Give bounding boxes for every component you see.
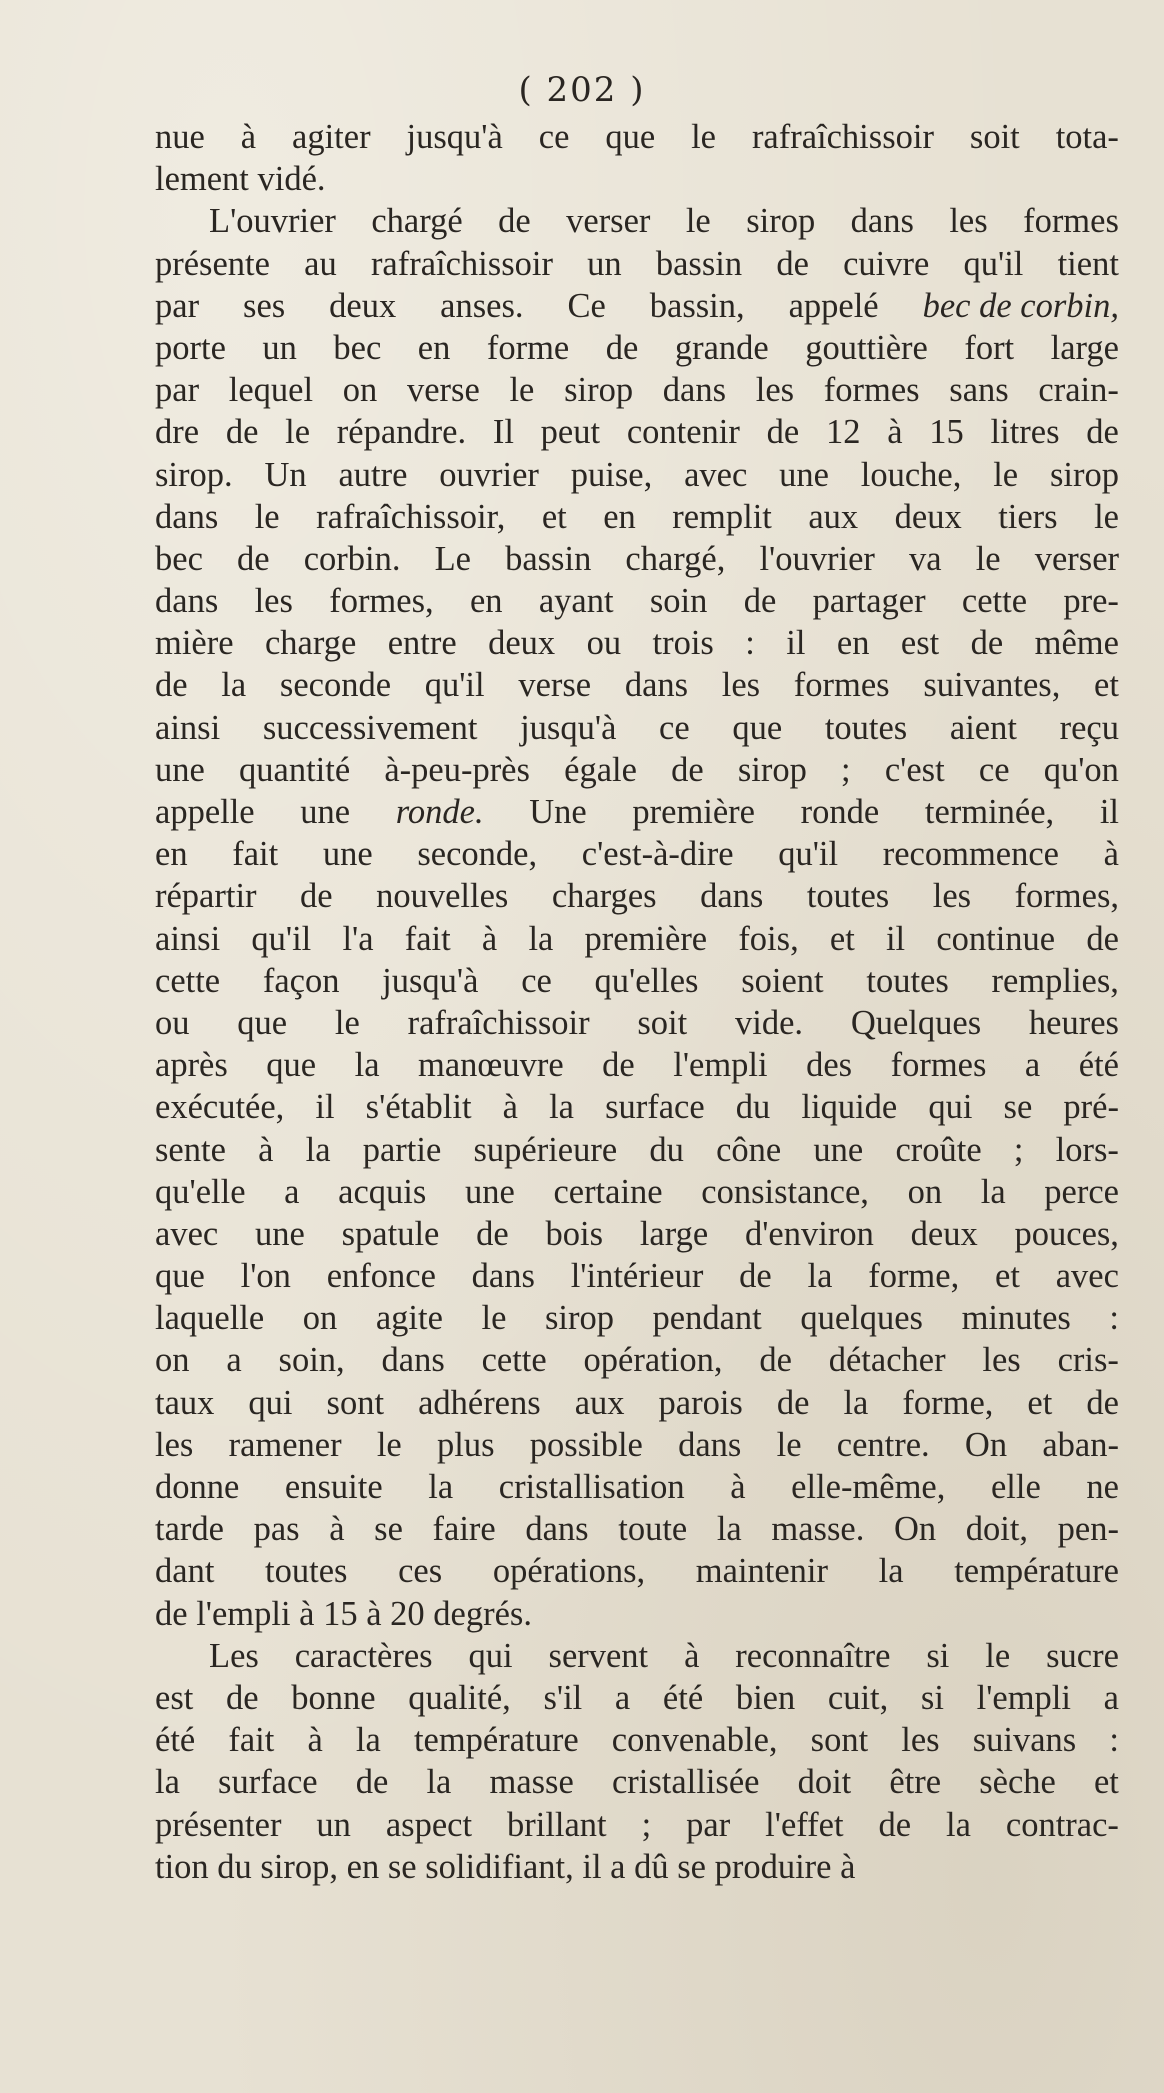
text-line: que l'on enfonce dans l'intérieur de la forme, et avec [155,1257,1119,1296]
text-line: porte un bec en forme de grande gouttière fort large [155,328,1119,367]
text-line: une quantité à-peu-près égale de sirop ; c'est ce qu'on [155,750,1119,789]
text-line: les ramener le plus possible dans le centre. On aban- [155,1425,1119,1464]
text-line: répartir de nouvelles charges dans toutes les formes, [155,877,1119,916]
text-line: été fait à la température convenable, sont les suivans : [155,1721,1119,1760]
text-line: présenter un aspect brillant ; par l'effet de la contrac- [155,1805,1119,1844]
text-line: on a soin, dans cette opération, de détacher les cris- [155,1341,1119,1380]
text-line: lement vidé. [155,160,326,199]
text-line: nue à agiter jusqu'à ce que le rafraîchissoir soit tota- [155,118,1119,156]
text-line: Les caractères qui servent à reconnaître si le sucre [209,1636,1119,1675]
page-number: ( 202 ) [518,70,646,110]
text-line: en fait une seconde, c'est-à-dire qu'il recommence à [155,835,1119,874]
text-line: la surface de la masse cristallisée doit être sèche et [155,1763,1119,1802]
text-line: laquelle on agite le sirop pendant quelques minutes : [155,1299,1119,1338]
text-line: est de bonne qualité, s'il a été bien cuit, si l'empli a [155,1678,1119,1717]
text-line: ainsi successivement jusqu'à ce que toutes aient reçu [155,708,1119,747]
text-line: taux qui sont adhérens aux parois de la forme, et de [155,1383,1119,1422]
text-line: ainsi qu'il l'a fait à la première fois, et il continue de [155,919,1119,958]
text-line: dans les formes, en ayant soin de partager cette pre- [155,582,1119,621]
text-line: tion du sirop, en se solidifiant, il a dû se produire à [155,1847,856,1886]
text-line: dans le rafraîchissoir, et en remplit aux deux tiers le [155,497,1119,536]
text-line: sente à la partie supérieure du cône une croûte ; lors- [155,1130,1119,1169]
body-text [155,116,1119,1888]
text-line: qu'elle a acquis une certaine consistance, on la perce [155,1172,1119,1211]
text-line: dre de le répandre. Il peut contenir de 12 à 15 litres de [155,413,1119,452]
text-line: mière charge entre deux ou trois : il en est de même [155,624,1119,663]
text-line: appelle une ronde. Une première ronde terminée, il [155,793,1119,831]
text-line: présente au rafraîchissoir un bassin de cuivre qu'il tient [155,244,1119,283]
text-line: sirop. Un autre ouvrier puise, avec une louche, le sirop [155,455,1119,494]
text-line: L'ouvrier chargé de verser le sirop dans les formes [209,202,1119,241]
text-line: après que la manœuvre de l'empli des formes a été [155,1046,1119,1085]
text-line: cette façon jusqu'à ce qu'elles soient toutes remplies, [155,961,1119,1000]
text-line: de l'empli à 15 à 20 degrés. [155,1594,532,1633]
text-line: avec une spatule de bois large d'environ deux pouces, [155,1214,1119,1253]
text-line: de la seconde qu'il verse dans les formes suivantes, et [155,666,1119,705]
text-line: par lequel on verse le sirop dans les formes sans crain- [155,371,1119,410]
text-line: par ses deux anses. Ce bassin, appelé bec de corbin, [155,286,1119,325]
text-line: ou que le rafraîchissoir soit vide. Quelques heures [155,1003,1119,1042]
text-line: tarde pas à se faire dans toute la masse. On doit, pen- [155,1510,1119,1549]
text-line: dant toutes ces opérations, maintenir la température [155,1552,1119,1591]
text-line: donne ensuite la cristallisation à elle-même, elle ne [155,1468,1119,1506]
text-line: bec de corbin. Le bassin chargé, l'ouvrier va le verser [155,539,1119,578]
text-line: exécutée, il s'établit à la surface du liquide qui se pré- [155,1088,1119,1127]
